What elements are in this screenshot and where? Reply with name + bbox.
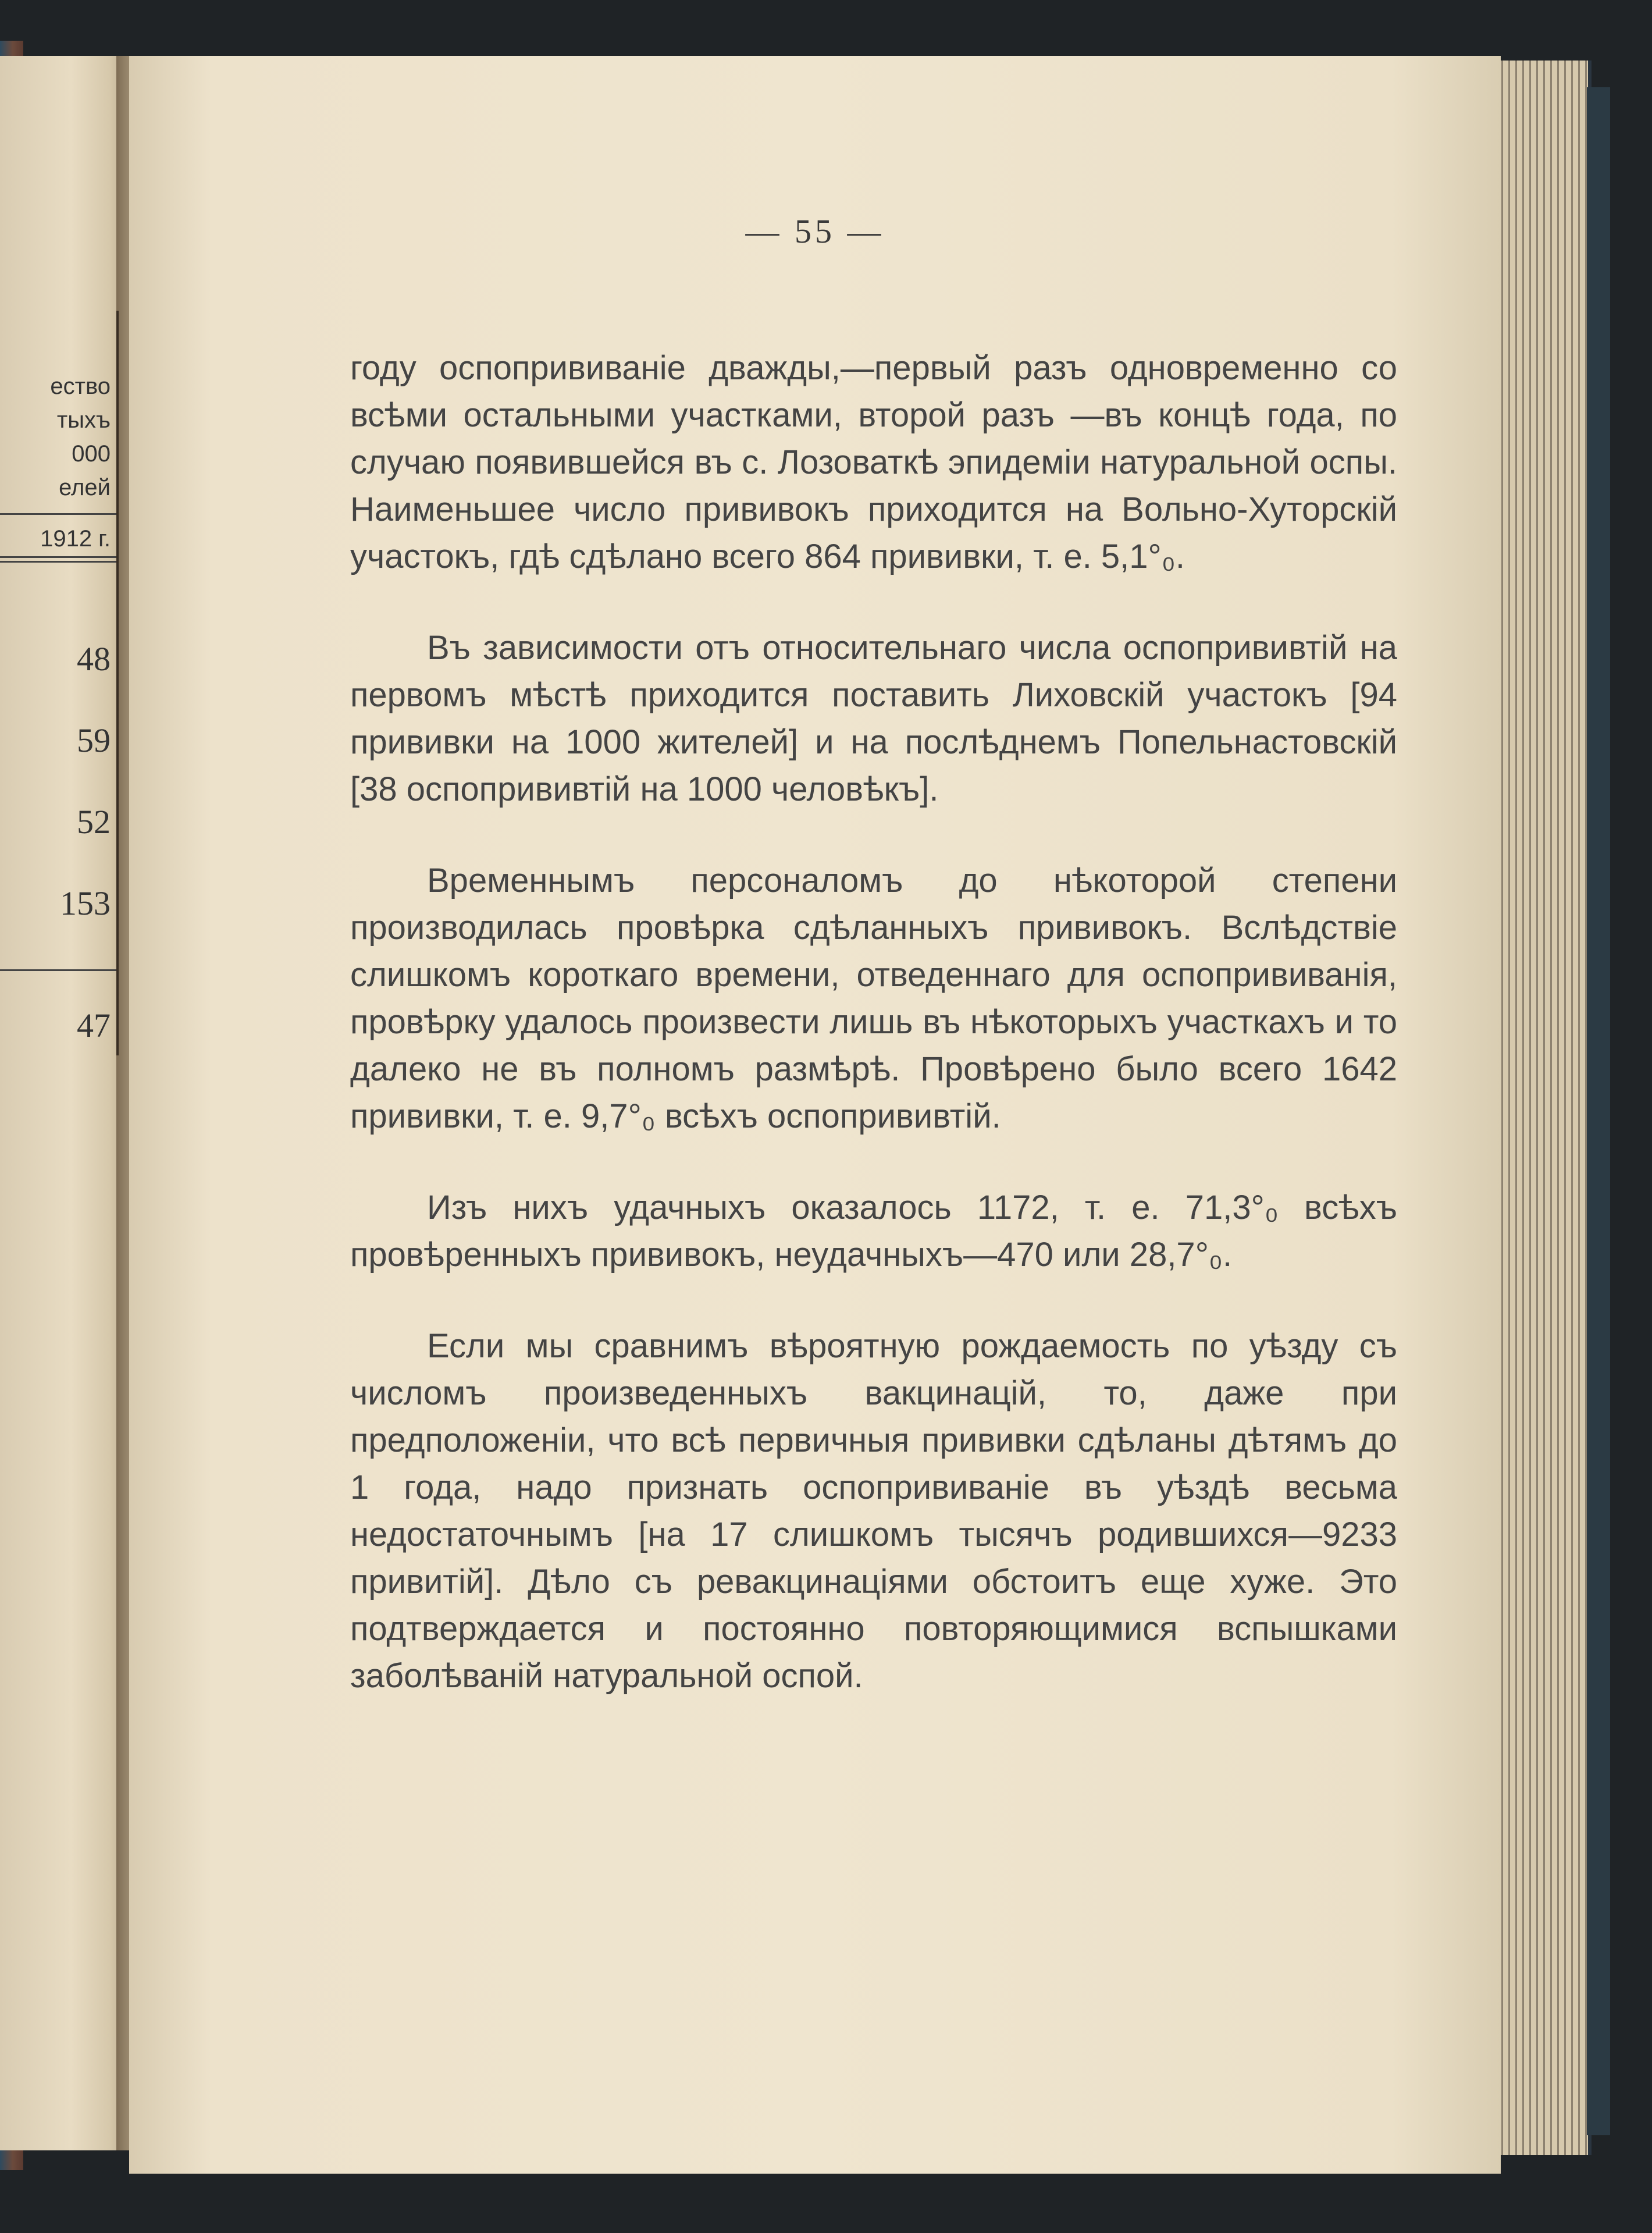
previous-page-edge bbox=[0, 56, 129, 2150]
table-header-line: тыхъ bbox=[56, 407, 111, 433]
previous-page-table bbox=[0, 311, 119, 1055]
table-rule bbox=[0, 969, 116, 971]
table-value: 153 bbox=[60, 884, 111, 922]
book-cover-right bbox=[1587, 87, 1610, 2135]
paragraph: Въ зависимости отъ относительнаго числа оспопрививтій на первомъ мѣстѣ приходится поставить Лиховскій участокъ [94 прививки на 1000 жителей] и на послѣднемъ Попельнастовскій [38 оспопрививтій на 1000 человѣкъ]. bbox=[350, 629, 1397, 808]
page-body-text bbox=[350, 344, 1397, 1744]
table-year-header: 1912 г. bbox=[40, 526, 111, 552]
table-header-line: елей bbox=[59, 475, 111, 500]
page-edges-stack bbox=[1489, 61, 1592, 2155]
table-rule bbox=[0, 556, 116, 558]
table-header-line: ество bbox=[50, 374, 111, 399]
book-page bbox=[129, 56, 1501, 2174]
paragraph: году оспопрививаніе дважды,—первый разъ одновременно со всѣми остальными участками, второй разъ —въ концѣ года, по случаю появившейся въ с. Лозоваткѣ эпидеміи натуральной оспы. Наименьшее число прививокъ приходится на Вольно-Хуторскій участокъ, гдѣ сдѣлано всего 864 прививки, т. е. 5,1°₀. bbox=[350, 349, 1397, 575]
paragraph: Если мы сравнимъ вѣроятную рождаемость по уѣзду съ числомъ произведенныхъ вакцинацій, то, даже при предположеніи, что всѣ первичныя прививки сдѣланы дѣтямъ до 1 года, надо признать оспопрививаніе въ уѣздѣ весьма недостаточнымъ [на 17 слишкомъ тысячъ родившихся—9233 привитій]. Дѣло съ ревакцинаціями обстоитъ еще хуже. Это подтверждается и постоянно повторяющимися вспышками заболѣваній натуральной оспой. bbox=[350, 1327, 1397, 1695]
table-header-line: 000 bbox=[72, 441, 111, 467]
paragraph: Временнымъ персоналомъ до нѣкоторой степени производилась провѣрка сдѣланныхъ прививокъ. Вслѣдствіе слишкомъ короткаго времени, отведеннаго для оспопрививанія, провѣрку удалось произвести лишь въ нѣкоторыхъ участкахъ и то далеко не въ полномъ размѣрѣ. Провѣрено было всего 1642 прививки, т. е. 9,7°₀ всѣхъ оспопрививтій. bbox=[350, 862, 1397, 1135]
table-rule bbox=[0, 561, 116, 563]
table-value: 48 bbox=[77, 640, 111, 678]
table-value: 59 bbox=[77, 721, 111, 759]
table-value: 47 bbox=[77, 1007, 111, 1044]
page-number: — 55 — bbox=[745, 212, 885, 250]
table-rule bbox=[0, 513, 116, 515]
table-value: 52 bbox=[77, 803, 111, 841]
paragraph: Изъ нихъ удачныхъ оказалось 1172, т. е. 71,3°₀ всѣхъ провѣренныхъ прививокъ, неудачныхъ—470 или 28,7°₀. bbox=[350, 1189, 1397, 1274]
